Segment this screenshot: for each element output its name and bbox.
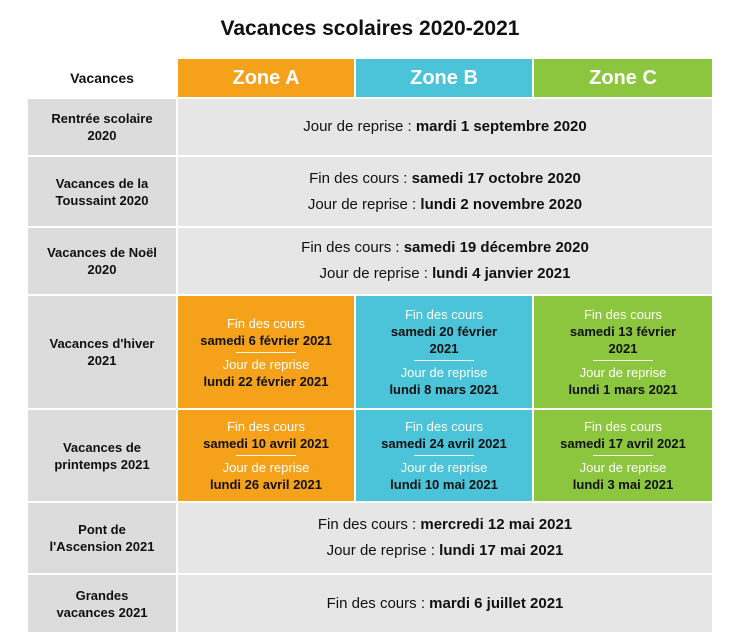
fin-label: Fin des cours : [326, 594, 425, 612]
row-label-line: l'Ascension 2021 [49, 539, 155, 554]
divider [593, 455, 653, 456]
row-label-rentree [28, 99, 176, 155]
fin-date: samedi 17 octobre 2020 [411, 169, 581, 187]
row-label-line: Vacances d'hiver [49, 336, 155, 351]
fin-line [301, 235, 589, 261]
row-label-line: Pont de [78, 522, 126, 537]
fin-date: samedi 13 février [569, 324, 677, 339]
row-label-noel [28, 228, 176, 294]
row-label-line: Vacances de la [55, 175, 149, 191]
vacation-table [28, 59, 706, 632]
reprise-date: lundi 22 février 2021 [203, 373, 329, 389]
row-label-line: Rentrée scolaire [51, 111, 153, 126]
printemps-zone-b [356, 410, 532, 501]
row-label-line: 2021 [87, 353, 117, 368]
reprise-date: lundi 1 mars 2021 [568, 382, 678, 397]
fin-label: Fin des cours [404, 307, 484, 322]
row-content-ascension [178, 503, 712, 573]
fin-line [309, 166, 581, 192]
printemps-zone-c [534, 410, 712, 501]
fin-label: Fin des cours : [309, 169, 408, 187]
reprise-label: Jour de reprise : [307, 195, 417, 213]
header-vacances: Vacances [28, 59, 176, 97]
fin-date: 2021 [429, 341, 459, 356]
reprise-date: lundi 2 novembre 2020 [420, 195, 583, 213]
fin-label: Fin des cours [404, 419, 484, 434]
reprise-label: Jour de reprise [579, 460, 667, 475]
divider [414, 360, 474, 361]
row-label-line: 2020 [87, 262, 117, 277]
reprise-line [320, 261, 571, 287]
row-label-line: Vacances de [62, 439, 142, 455]
header-zone-b: Zone B [356, 59, 532, 97]
fin-label: Fin des cours : [301, 239, 400, 256]
fin-date: samedi 6 février 2021 [200, 332, 332, 348]
printemps-zone-a [178, 410, 354, 501]
fin-date: samedi 24 avril 2021 [381, 436, 507, 451]
row-label-line: 2020 [87, 128, 117, 143]
reprise-date: lundi 4 janvier 2021 [432, 265, 571, 282]
reprise-line [308, 192, 582, 218]
reprise-label: Jour de reprise [400, 460, 488, 475]
hiver-zone-c [534, 296, 712, 408]
fin-label: Fin des cours : [317, 516, 417, 533]
divider [593, 360, 653, 361]
reprise-date: lundi 10 mai 2021 [390, 477, 498, 492]
fin-label: Fin des cours [226, 419, 306, 434]
reprise-date: lundi 26 avril 2021 [209, 477, 322, 492]
hiver-zone-b [356, 296, 532, 408]
fin-date: 2021 [608, 341, 638, 356]
fin-line [318, 512, 572, 538]
reprise-date: lundi 3 mai 2021 [572, 477, 674, 492]
reprise-label: Jour de reprise [222, 356, 310, 372]
fin-date: mardi 6 juillet 2021 [429, 594, 564, 612]
reprise-label: Jour de reprise [400, 365, 488, 380]
divider [236, 352, 296, 353]
fin-date: samedi 20 février [390, 324, 498, 339]
fin-date: samedi 17 avril 2021 [560, 436, 686, 451]
row-content-rentree [178, 99, 712, 155]
reprise-line [303, 114, 587, 140]
reprise-date: lundi 8 mars 2021 [389, 382, 499, 397]
header-zone-c: Zone C [534, 59, 712, 97]
row-content-toussaint [178, 157, 712, 226]
fin-date: samedi 10 avril 2021 [203, 436, 329, 451]
row-label-line: Toussaint 2020 [55, 192, 149, 208]
divider [236, 455, 296, 456]
reprise-line [327, 538, 564, 564]
row-label-ascension [28, 503, 176, 573]
reprise-label: Jour de reprise : [303, 118, 412, 135]
hiver-zone-a [178, 296, 354, 408]
header-zone-a: Zone A [178, 59, 354, 97]
row-content-grandes [178, 575, 712, 632]
reprise-date: lundi 17 mai 2021 [439, 542, 564, 559]
fin-line [327, 591, 564, 617]
row-label-grandes [28, 575, 176, 632]
row-label-line: printemps 2021 [54, 456, 150, 472]
fin-label: Fin des cours [583, 419, 663, 434]
fin-label: Fin des cours [226, 315, 306, 331]
reprise-label: Jour de reprise [579, 365, 667, 380]
row-label-toussaint [28, 157, 176, 226]
fin-label: Fin des cours [583, 307, 663, 322]
reprise-label: Jour de reprise : [326, 542, 435, 559]
row-label-printemps [28, 410, 176, 501]
reprise-label: Jour de reprise [222, 460, 310, 475]
row-label-hiver [28, 296, 176, 408]
row-label-line: Vacances de Noël [47, 245, 157, 260]
fin-date: samedi 19 décembre 2020 [403, 239, 589, 256]
row-label-line: Grandes [75, 587, 129, 603]
reprise-date: mardi 1 septembre 2020 [415, 118, 587, 135]
row-label-line: vacances 2021 [56, 604, 148, 620]
reprise-label: Jour de reprise : [319, 265, 428, 282]
fin-date: mercredi 12 mai 2021 [420, 516, 573, 533]
divider [414, 455, 474, 456]
page-title: Vacances scolaires 2020-2021 [220, 17, 520, 40]
row-content-noel [178, 228, 712, 294]
